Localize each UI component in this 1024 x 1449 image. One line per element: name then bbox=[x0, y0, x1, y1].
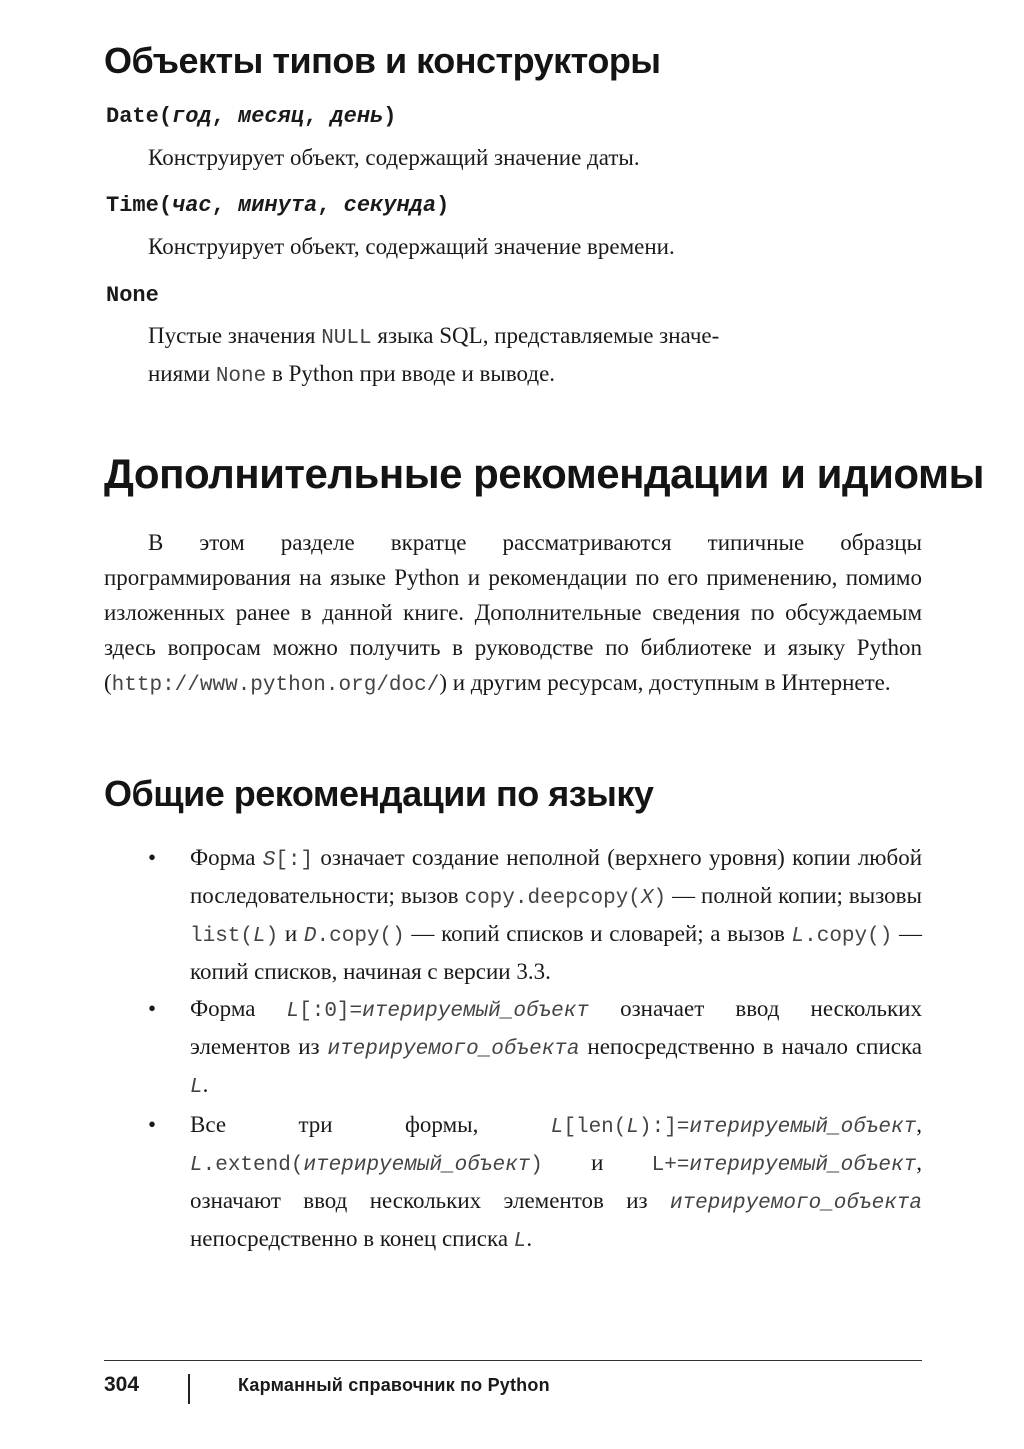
text-run: , bbox=[916, 1112, 922, 1137]
text-run: непосредственно в конец списка bbox=[190, 1226, 514, 1251]
inline-code-italic: D bbox=[303, 925, 317, 948]
footer-divider bbox=[104, 1360, 922, 1361]
text-run: непосредственно в начало списка bbox=[579, 1034, 923, 1059]
bullet-icon: • bbox=[148, 996, 157, 1021]
inline-code: L+= bbox=[651, 1154, 690, 1177]
date-signature: Date(год, месяц, день) bbox=[106, 104, 397, 129]
text-run: Форма bbox=[190, 996, 287, 1021]
bullet-icon: • bbox=[148, 845, 157, 870]
inline-code-italic: S bbox=[262, 849, 276, 872]
text-run: — полной копии; вызовы bbox=[666, 883, 922, 908]
bullet-icon: • bbox=[148, 1112, 157, 1137]
text-run: — копий списков, начиная с версии 3.3. bbox=[190, 921, 923, 984]
inline-code-italic: итерируемого_объекта bbox=[327, 1038, 580, 1061]
text-run: Все три формы, bbox=[190, 1112, 551, 1137]
inline-code: [len( bbox=[563, 1116, 627, 1139]
inline-code-italic: X bbox=[640, 887, 654, 910]
inline-code: ):]= bbox=[638, 1116, 690, 1139]
inline-code-italic: итерируемый_объект bbox=[362, 1000, 589, 1023]
inline-code-italic: L bbox=[190, 1076, 203, 1099]
inline-code-italic: L bbox=[190, 1154, 203, 1177]
section-heading-types: Объекты типов и конструкторы bbox=[104, 40, 661, 81]
running-title: Карманный справочник по Python bbox=[238, 1375, 550, 1395]
text-run: , означают ввод нескольких элементов из bbox=[190, 1150, 922, 1213]
footer-separator bbox=[188, 1374, 190, 1404]
inline-code-italic: L bbox=[253, 925, 266, 948]
inline-code: ) bbox=[653, 887, 667, 910]
inline-code: [:0]= bbox=[299, 1000, 363, 1023]
section-heading-idioms: Дополнительные рекомендации и идиомы bbox=[104, 450, 984, 497]
inline-code: .copy() bbox=[804, 925, 893, 948]
inline-code: [:] bbox=[275, 849, 314, 872]
inline-code: ) bbox=[530, 1154, 543, 1177]
section-heading-language: Общие рекомендации по языку bbox=[104, 773, 654, 814]
language-recommendations-list bbox=[148, 840, 922, 1261]
text-run: — копий списков и словарей; а вызов bbox=[404, 921, 792, 946]
inline-code: copy.deepcopy( bbox=[464, 887, 641, 910]
text-run: и bbox=[278, 921, 304, 946]
time-description: Конструирует объект, содержащий значение времени. bbox=[148, 234, 675, 259]
list-item bbox=[148, 840, 922, 989]
inline-code-italic: L bbox=[550, 1116, 564, 1139]
text-run: означает ввод нескольких элементов из bbox=[190, 996, 922, 1059]
inline-code-italic: итерируемый_объект bbox=[689, 1116, 917, 1139]
time-signature: Time(час, минута, секунда) bbox=[106, 193, 450, 218]
text-run: означает создание неполной (верхнего уровня) копии любой последовательности; вызов bbox=[190, 845, 922, 908]
list-item bbox=[148, 991, 922, 1105]
inline-code-italic: итерируемого_объекта bbox=[669, 1192, 922, 1215]
list-item bbox=[148, 1107, 922, 1259]
idioms-intro-paragraph: В этом разделе вкратце рассматриваются типичные образцы программирования на языке Python и рекомендации по его применению, помимо изложенных ранее в данной книге. Дополнительные сведения по обсуждаемым здесь вопросам можно получить в руководстве по библиотеке и языку Python (http://www.python.org/doc/) и другим ресурсам, доступным в Интернете. bbox=[104, 530, 922, 697]
inline-code-italic: итерируемый_объект bbox=[689, 1154, 917, 1177]
text-run: и bbox=[542, 1150, 652, 1175]
inline-code: ) bbox=[265, 925, 279, 948]
page-number: 304 bbox=[104, 1373, 140, 1396]
inline-code-italic: L bbox=[626, 1116, 639, 1139]
inline-code: .copy() bbox=[316, 925, 405, 948]
inline-code-italic: L bbox=[286, 1000, 300, 1023]
none-description: Пустые значения NULL языка SQL, представляемые значе- ниями None в Python при вводе и выводе. bbox=[148, 323, 720, 388]
text-run: Форма bbox=[190, 845, 263, 870]
inline-code: .extend( bbox=[202, 1154, 304, 1177]
inline-code: list( bbox=[190, 925, 254, 948]
date-description: Конструирует объект, содержащий значение даты. bbox=[148, 145, 640, 170]
inline-code-italic: итерируемый_объект bbox=[303, 1154, 531, 1177]
text-run: . bbox=[526, 1226, 533, 1251]
text-run: . bbox=[202, 1072, 209, 1097]
none-signature: None bbox=[106, 283, 159, 308]
python-docs-link[interactable]: http://www.python.org/doc/ bbox=[111, 674, 440, 697]
inline-code-italic: L bbox=[791, 925, 805, 948]
inline-code-italic: L bbox=[513, 1230, 527, 1253]
